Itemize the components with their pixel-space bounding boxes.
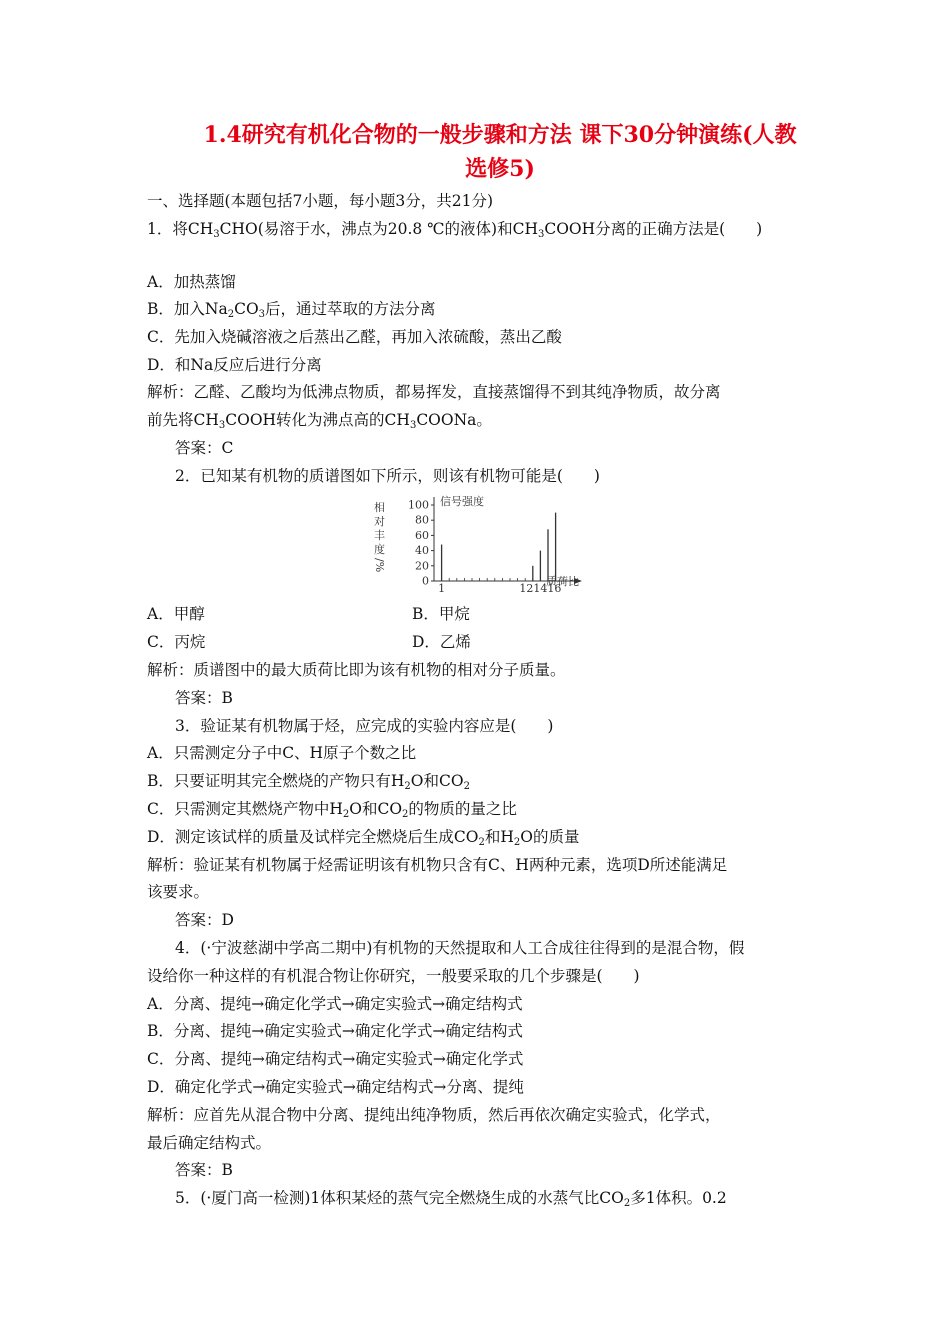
q1-option-d: D．和Na反应后进行分离	[147, 356, 322, 374]
q4-stem: 4．(·宁波慈湖中学高二期中)有机物的天然提取和人工合成往往得到的是混合物，假	[175, 939, 745, 957]
q4-option-c: C．分离、提纯→确定结构式→确定实验式→确定化学式	[147, 1050, 524, 1068]
y-tick-label: 100	[408, 498, 429, 512]
q1-option-c: C．先加入烧碱溶液之后蒸出乙醛，再加入浓硫酸，蒸出乙酸	[147, 328, 562, 346]
page-title-line2: 选修5)	[465, 156, 535, 182]
spectrum-bars	[442, 513, 556, 581]
y-axis-label-char: 相	[374, 501, 385, 514]
q3-analysis-cont: 该要求。	[147, 883, 210, 901]
q4-option-b: B．分离、提纯→确定实验式→确定化学式→确定结构式	[147, 1022, 523, 1040]
q1-option-b: B．加入$Na_2CO_3$后，通过萃取的方法分离	[147, 300, 436, 320]
x-tick-label: 1	[438, 582, 446, 595]
y-axis-label	[373, 500, 386, 572]
x-axis-label: 质荷比	[546, 575, 579, 588]
y-axis-label-char: 丰	[374, 529, 385, 542]
y-tick-labels	[408, 499, 429, 588]
y-tick-label: 40	[415, 544, 429, 558]
q2-analysis: 解析：质谱图中的最大质荷比即为该有机物的相对分子质量。	[147, 661, 566, 679]
q1-analysis-cont: 前先将$CH_3COOH$转化为沸点高的$CH_3COONa$。	[147, 411, 492, 431]
y-axis-label-char: 度	[374, 543, 385, 556]
y-tick-label: 0	[422, 574, 429, 588]
y-axis-label-char: /%	[373, 558, 386, 573]
q2-option-c: C．丙烷	[147, 633, 206, 651]
q3-answer: 答案：D	[175, 911, 234, 929]
mass-spectrum-chart	[362, 493, 602, 597]
axes	[431, 497, 582, 584]
q3-analysis: 解析：验证某有机物属于烃需证明该有机物只含有C、H两种元素，选项D所述能满足	[147, 856, 728, 874]
q3-option-a: A．只需测定分子中C、H原子个数之比	[147, 744, 417, 762]
q2-answer: 答案：B	[175, 689, 233, 707]
q4-option-d: D．确定化学式→确定实验式→确定结构式→分离、提纯	[147, 1078, 524, 1096]
q4-stem-cont: 设给你一种这样的有机混合物让你研究，一般要采取的几个步骤是( )	[147, 967, 640, 985]
y-tick-label: 20	[415, 559, 429, 573]
q4-analysis: 解析：应首先从混合物中分离、提纯出纯净物质，然后再依次确定实验式，化学式，	[147, 1106, 721, 1124]
q3-option-c: C．只需测定其燃烧产物中$H_2O$和$CO_2$的物质的量之比	[147, 800, 517, 820]
q1-analysis: 解析：乙醛、乙酸均为低沸点物质，都易挥发，直接蒸馏得不到其纯净物质，故分离	[147, 383, 721, 401]
y-tick-label: 60	[415, 528, 429, 542]
q1-answer: 答案：C	[175, 439, 234, 457]
q3-option-d: D．测定该试样的质量及试样完全燃烧后生成$CO_2$和$H_2O$的质量	[147, 828, 580, 848]
q1-stem: 1．将$CH_3CHO$(易溶于水，沸点为20.8 ℃的液体)和$CH_3COOH$分离的正确方法是( )	[147, 220, 763, 240]
y-axis-label-char: 对	[374, 515, 385, 528]
q5-stem: 5．(·厦门高一检测)1体积某烃的蒸气完全燃烧生成的水蒸气比$CO_2$多1体积。0.2	[175, 1189, 727, 1209]
q3-stem: 3．验证某有机物属于烃，应完成的实验内容应是( )	[175, 717, 554, 735]
chart-title: 信号强度	[440, 495, 484, 508]
q3-option-b: B．只要证明其完全燃烧的产物只有$H_2O$和$CO_2$	[147, 772, 470, 792]
q4-option-a: A．分离、提纯→确定化学式→确定实验式→确定结构式	[147, 995, 523, 1013]
q1-option-a: A．加热蒸馏	[147, 273, 236, 291]
q2-option-a: A．甲醇	[147, 605, 205, 623]
q2-option-b: B．甲烷	[412, 605, 470, 623]
y-tick-label: 80	[415, 513, 429, 527]
x-tick-label: 121416	[519, 582, 562, 595]
q2-option-d: D．乙烯	[412, 633, 471, 651]
q2-stem: 2．已知某有机物的质谱图如下所示，则该有机物可能是( )	[175, 467, 600, 485]
q4-analysis-cont: 最后确定结构式。	[147, 1134, 272, 1152]
section-heading: 一、选择题(本题包括7小题，每小题3分，共21分)	[147, 192, 494, 210]
q4-answer: 答案：B	[175, 1161, 233, 1179]
x-tick-labels	[438, 582, 561, 595]
page-title: 1.4研究有机化合物的一般步骤和方法 课下30分钟演练(人教	[203, 122, 797, 148]
